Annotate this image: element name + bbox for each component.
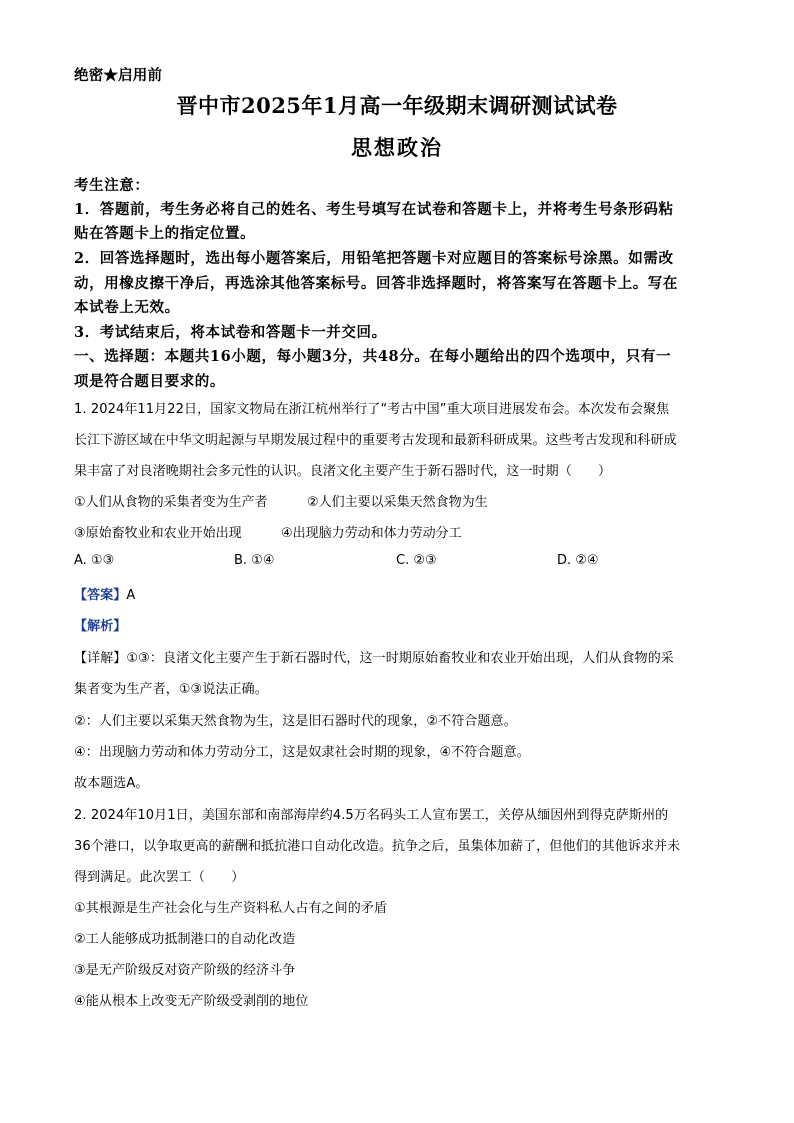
q1-option-a: A. ①③ bbox=[74, 553, 115, 568]
q1-statement-3: ③原始畜牧业和农业开始出现 bbox=[74, 526, 242, 541]
notice-item-1-line-2: 贴在答题卡上的指定位置。 bbox=[74, 225, 256, 242]
notice-item-1-line-1: 1．答题前，考生务必将自己的姓名、考生号填写在试卷和答题卡上，并将考生号条形码粘 bbox=[74, 201, 674, 218]
q1-stem-line-1: 1. 2024年11月22日，国家文物局在浙江杭州举行了“考古中国”重大项目进展发布会。本次发布会聚焦 bbox=[74, 402, 670, 417]
q2-statement-2: ②工人能够成功抵制港口的自动化改造 bbox=[74, 932, 296, 947]
q1-option-b: B. ①④ bbox=[234, 553, 275, 568]
notice-item-2-line-2: 动，用橡皮擦干净后，再选涂其他答案标号。回答非选择题时，将答案写在答题卡上。写在 bbox=[74, 275, 678, 292]
q1-statement-1: ①人们从食物的采集者变为生产者 bbox=[74, 495, 268, 510]
q2-statement-3: ③是无产阶级反对资产阶级的经济斗争 bbox=[74, 963, 296, 978]
q1-statement-4: ④出现脑力劳动和体力劳动分工 bbox=[281, 526, 462, 541]
q2-statement-1: ①其根源是生产社会化与生产资料私人占有之间的矛盾 bbox=[74, 901, 388, 916]
q1-answer bbox=[74, 584, 135, 603]
q1-stem-line-2: 长江下游区域在中华文明起源与早期发展过程中的重要考古发现和最新科研成果。这些考古发现和科研成 bbox=[74, 433, 677, 448]
q2-stem-line-1: 2. 2024年10月1日，美国东部和南部海岸约4.5万名码头工人宣布罢工，关停从缅因州到得克萨斯州的 bbox=[74, 808, 669, 823]
q1-analysis-tag bbox=[74, 615, 126, 634]
section-1-instructions-line-1: 一、选择题：本题共16小题，每小题3分，共48分。在每小题给出的四个选项中，只有一 bbox=[74, 348, 672, 365]
notice-item-2-line-1: 2．回答选择题时，选出每小题答案后，用铅笔把答题卡对应题目的答案标号涂黑。如需改 bbox=[74, 250, 674, 267]
notice-heading: 考生注意： bbox=[74, 177, 150, 194]
notice-item-2-line-3: 本试卷上无效。 bbox=[74, 299, 180, 316]
q1-detail-line-4: ④：出现脑力劳动和体力劳动分工，这是奴隶社会时期的现象，④不符合题意。 bbox=[74, 745, 530, 760]
q1-stem-line-3: 果丰富了对良渚晚期社会多元性的认识。良渚文化主要产生于新石器时代，这一时期（ ） bbox=[74, 464, 612, 479]
q2-statement-4: ④能从根本上改变无产阶级受剥削的地位 bbox=[74, 994, 309, 1009]
q1-conclusion: 故本题选A。 bbox=[74, 776, 149, 791]
analysis-tag: 【解析】 bbox=[74, 619, 127, 634]
q1-detail-line-3: ②：人们主要以采集天然食物为生，这是旧石器时代的现象，②不符合题意。 bbox=[74, 714, 517, 729]
q1-statement-2: ②人们主要以采集天然食物为生 bbox=[307, 495, 488, 510]
notice-item-3: 3．考试结束后，将本试卷和答题卡一并交回。 bbox=[74, 324, 387, 341]
answer-tag: 【答案】 bbox=[74, 588, 127, 603]
q2-stem-line-2: 36个港口，以争取更高的薪酬和抵抗港口自动化改造。抗争之后，虽集体加薪了，但他们的其他诉求并未 bbox=[74, 839, 681, 854]
q1-option-c: C. ②③ bbox=[396, 553, 437, 568]
q1-detail-line-1: 【详解】①③：良渚文化主要产生于新石器时代，这一时期原始畜牧业和农业开始出现，人们从食物的采 bbox=[74, 651, 674, 666]
q2-stem-line-3: 得到满足。此次罢工（ ） bbox=[74, 870, 245, 885]
q1-detail-line-2: 集者变为生产者，①③说法正确。 bbox=[74, 682, 268, 697]
answer-value: A bbox=[126, 588, 136, 603]
q1-option-d: D. ②④ bbox=[557, 553, 599, 568]
confidential-mark: 绝密★启用前 bbox=[74, 67, 163, 84]
exam-title: 晋中市2025年1月高一年级期末调研测试试卷 bbox=[176, 93, 618, 118]
subject-title: 思想政治 bbox=[351, 135, 443, 160]
section-1-instructions-line-2: 项是符合题目要求的。 bbox=[74, 373, 225, 390]
